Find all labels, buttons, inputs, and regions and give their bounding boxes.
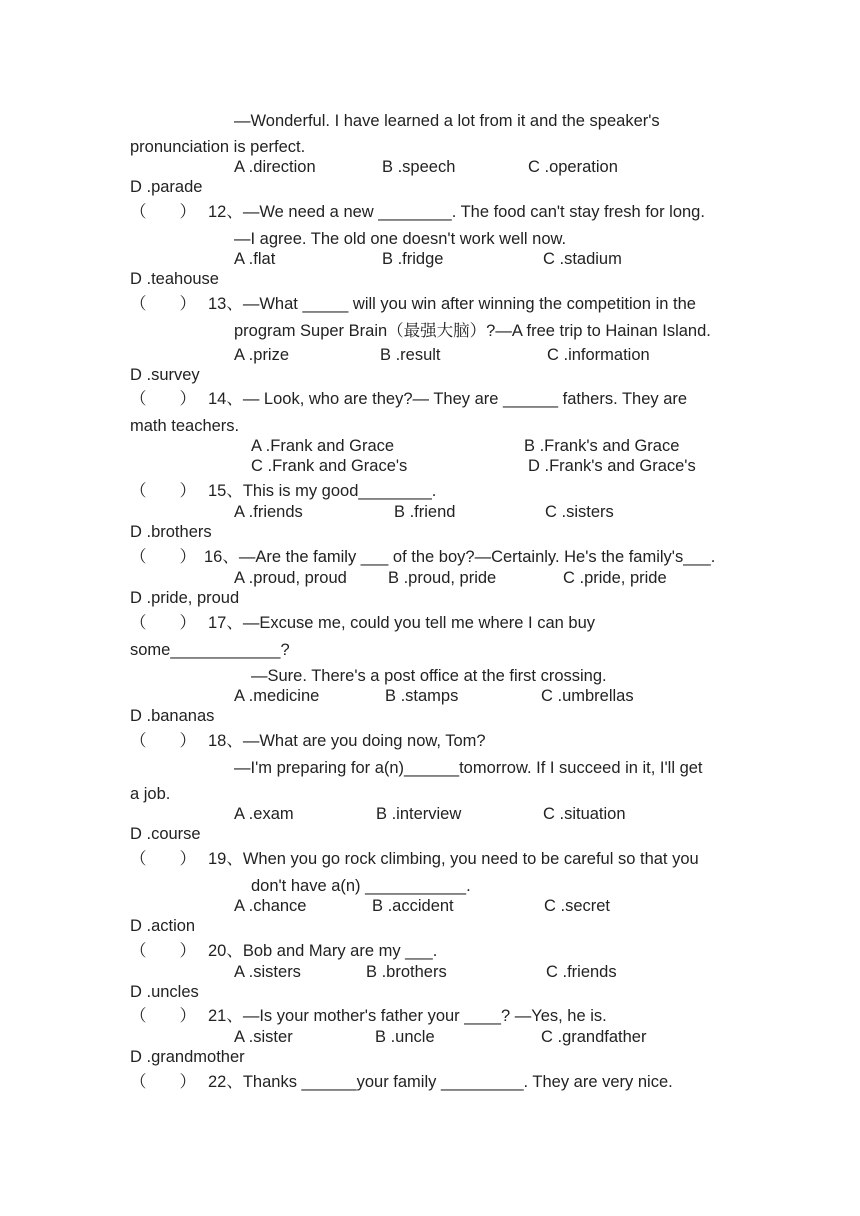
question-text: 18、—What are you doing now, Tom? xyxy=(208,732,486,750)
option-c: C .stadium xyxy=(543,250,622,268)
option-a: A .Frank and Grace xyxy=(251,437,395,455)
option-a: A .sisters xyxy=(234,963,301,981)
question-text: 14、— Look, who are they?— They are ______ fathers. They are xyxy=(208,390,688,408)
option-b: B .brothers xyxy=(366,963,447,981)
question-text: 15、This is my good________. xyxy=(208,482,437,500)
option-b: B .Frank's and Grace xyxy=(524,437,680,455)
option-b: B .uncle xyxy=(375,1028,435,1046)
option-d: D .action xyxy=(130,917,196,935)
question-text: 17、—Excuse me, could you tell me where I can buy xyxy=(208,614,596,632)
answer-blank: （ ） xyxy=(130,942,196,960)
question-text: —I'm preparing for a(n)______tomorrow. If I succeed in it, I'll get xyxy=(234,759,703,777)
option-b: B .proud, pride xyxy=(388,569,497,587)
option-c: C .sisters xyxy=(545,503,614,521)
option-c: C .pride, pride xyxy=(563,569,667,587)
option-b: B .interview xyxy=(376,805,462,823)
question-text: 21、—Is your mother's father your ____? —Yes, he is. xyxy=(208,1007,607,1025)
question-text: —Wonderful. I have learned a lot from it and the speaker's xyxy=(234,112,660,130)
option-c: C .situation xyxy=(543,805,626,823)
question-text: don't have a(n) ___________. xyxy=(251,877,471,895)
answer-blank: （ ） xyxy=(130,1073,196,1091)
option-b: B .speech xyxy=(382,158,456,176)
option-a: A .chance xyxy=(234,897,307,915)
option-b: B .result xyxy=(380,346,441,364)
option-a: A .proud, proud xyxy=(234,569,347,587)
question-text: some____________? xyxy=(130,641,290,659)
option-d: D .brothers xyxy=(130,523,212,541)
option-d: D .grandmother xyxy=(130,1048,245,1066)
question-text: 16、—Are the family ___ of the boy?—Certainly. He's the family's___. xyxy=(204,548,716,566)
question-text: math teachers. xyxy=(130,417,240,435)
option-d: D .uncles xyxy=(130,983,199,1001)
answer-blank: （ ） xyxy=(130,482,196,500)
option-d: D .course xyxy=(130,825,201,843)
option-a: A .exam xyxy=(234,805,294,823)
option-d: D .teahouse xyxy=(130,270,219,288)
answer-blank: （ ） xyxy=(130,548,196,566)
question-text: pronunciation is perfect. xyxy=(130,138,306,156)
option-d: D .bananas xyxy=(130,707,215,725)
option-c: C .grandfather xyxy=(541,1028,647,1046)
option-a: A .sister xyxy=(234,1028,293,1046)
option-b: B .stamps xyxy=(385,687,459,705)
option-b: B .accident xyxy=(372,897,454,915)
option-c: C .Frank and Grace's xyxy=(251,457,408,475)
option-d: D .pride, proud xyxy=(130,589,240,607)
question-text: —I agree. The old one doesn't work well now. xyxy=(234,230,567,248)
option-c: C .secret xyxy=(544,897,611,915)
option-c: C .information xyxy=(547,346,650,364)
option-a: A .flat xyxy=(234,250,276,268)
option-d: D .survey xyxy=(130,366,200,384)
answer-blank: （ ） xyxy=(130,390,196,408)
answer-blank: （ ） xyxy=(130,850,196,868)
option-b: B .friend xyxy=(394,503,456,521)
option-a: A .medicine xyxy=(234,687,320,705)
question-text: 19、When you go rock climbing, you need to be careful so that you xyxy=(208,850,699,868)
question-text: 20、Bob and Mary are my ___. xyxy=(208,942,438,960)
option-a: A .friends xyxy=(234,503,303,521)
option-a: A .direction xyxy=(234,158,316,176)
question-text: —Sure. There's a post office at the first crossing. xyxy=(251,667,607,685)
answer-blank: （ ） xyxy=(130,614,196,632)
question-text: 12、—We need a new ________. The food can't stay fresh for long. xyxy=(208,203,705,221)
option-c: C .operation xyxy=(528,158,618,176)
answer-blank: （ ） xyxy=(130,295,196,313)
question-text: 13、—What _____ will you win after winning the competition in the xyxy=(208,295,696,313)
option-b: B .fridge xyxy=(382,250,444,268)
option-c: C .friends xyxy=(546,963,617,981)
option-d: D .Frank's and Grace's xyxy=(528,457,696,475)
answer-blank: （ ） xyxy=(130,732,196,750)
question-text: a job. xyxy=(130,785,171,803)
question-text: 22、Thanks ______your family _________. They are very nice. xyxy=(208,1073,673,1091)
option-c: C .umbrellas xyxy=(541,687,634,705)
question-text: program Super Brain（最强大脑）?—A free trip to Hainan Island. xyxy=(234,322,711,340)
answer-blank: （ ） xyxy=(130,1007,196,1025)
option-d: D .parade xyxy=(130,178,203,196)
option-a: A .prize xyxy=(234,346,290,364)
answer-blank: （ ） xyxy=(130,203,196,221)
